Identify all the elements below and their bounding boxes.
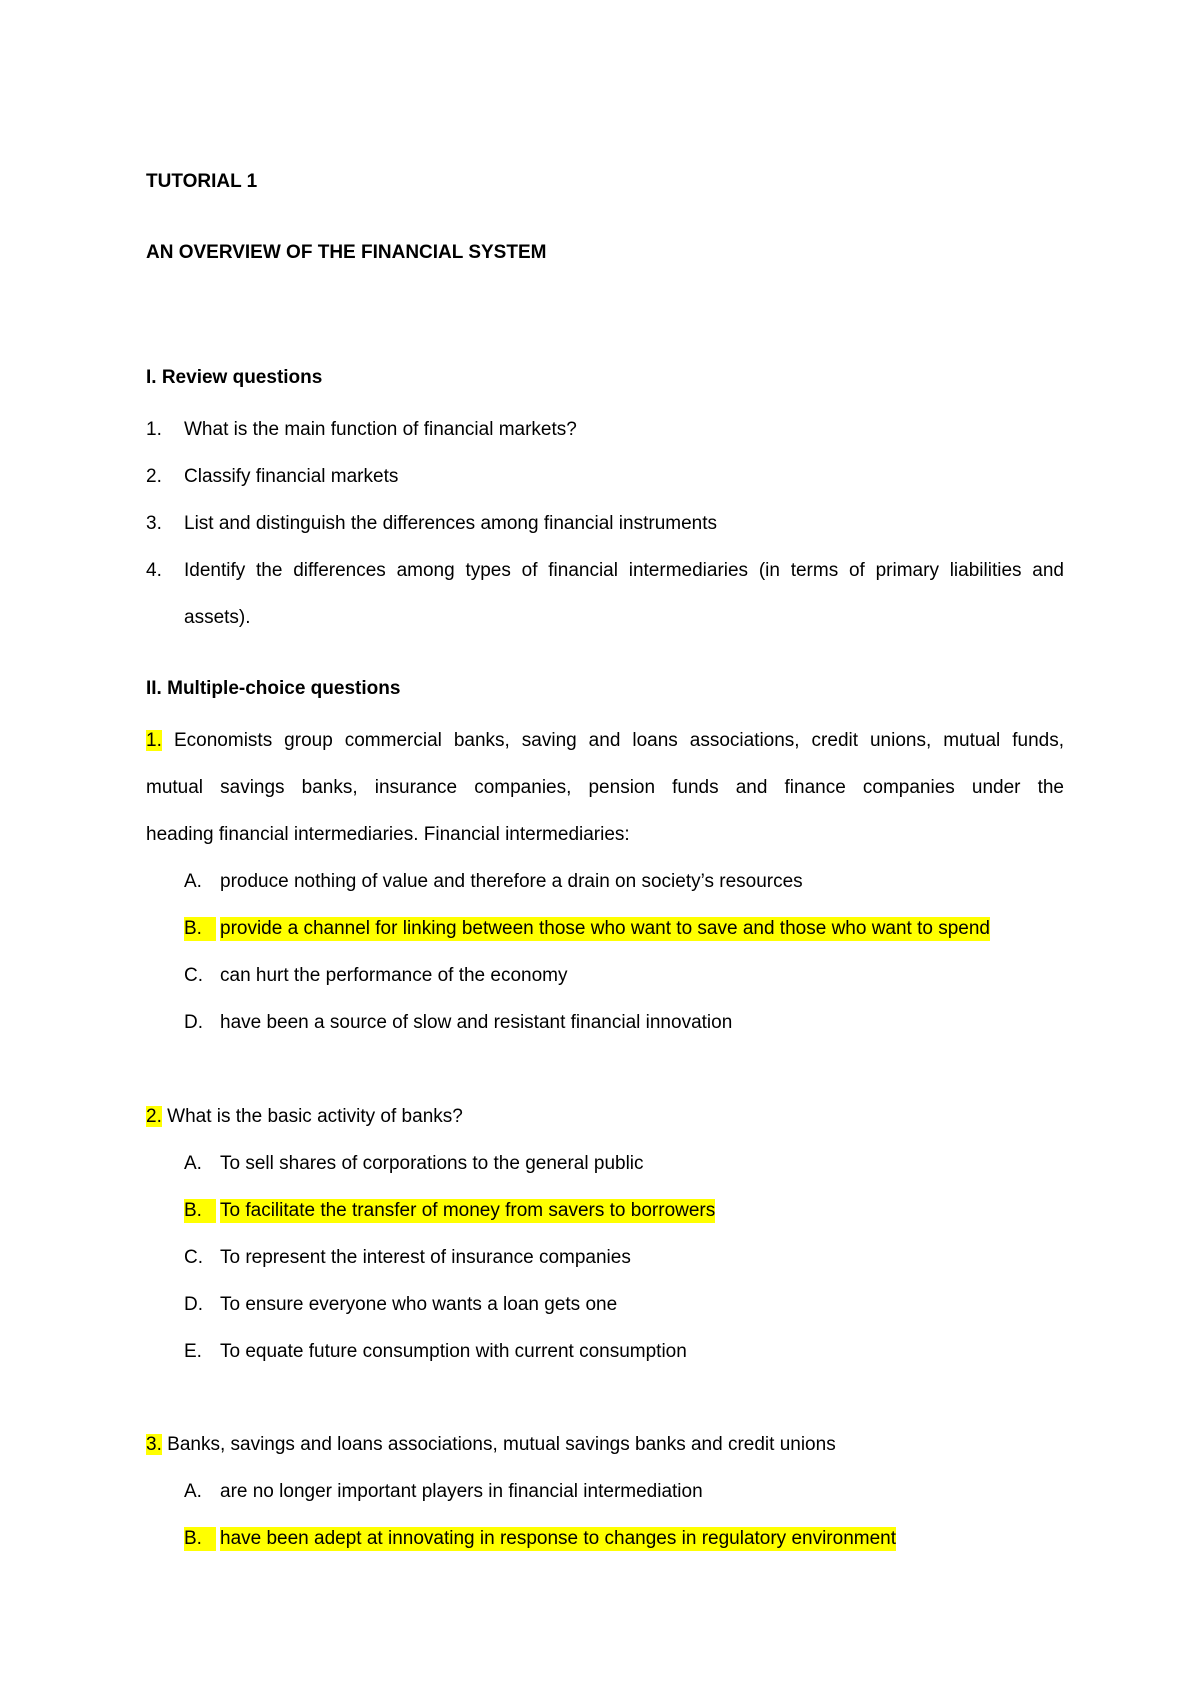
- question-text: Economists group commercial banks, saving and loans associations, credit unions, mutual funds,: [174, 730, 1064, 751]
- option-letter: B.: [184, 917, 216, 941]
- question-2: [146, 1105, 1064, 1129]
- question-number: 3.: [146, 1434, 162, 1455]
- review-item-number: 4.: [146, 560, 162, 581]
- option-text: To equate future consumption with current consumption: [220, 1341, 687, 1362]
- section-title-multiple-choice: II. Multiple-choice questions: [146, 678, 401, 699]
- review-item-text: Classify financial markets: [184, 466, 399, 487]
- question-text-continued: mutual savings banks, insurance companies, pension funds and finance companies under the: [146, 777, 1064, 798]
- question-number: 1.: [146, 730, 162, 751]
- option-text: provide a channel for linking between those who want to save and those who want to spend: [220, 918, 991, 939]
- option-text: have been a source of slow and resistant financial innovation: [220, 1012, 733, 1033]
- option-text: are no longer important players in financial intermediation: [220, 1481, 703, 1502]
- question-text: What is the basic activity of banks?: [167, 1106, 463, 1127]
- question-text: Banks, savings and loans associations, mutual savings banks and credit unions: [167, 1434, 836, 1455]
- option-text: can hurt the performance of the economy: [220, 965, 568, 986]
- option-letter: B.: [184, 1527, 216, 1551]
- option-letter: C.: [184, 965, 203, 986]
- option-text: To represent the interest of insurance companies: [220, 1247, 631, 1268]
- review-item-continuation: assets).: [184, 607, 251, 628]
- option-letter: C.: [184, 1247, 203, 1268]
- option-letter: A.: [184, 1481, 202, 1502]
- option-text: have been adept at innovating in response to changes in regulatory environment: [220, 1528, 897, 1549]
- review-item-text: What is the main function of financial markets?: [184, 419, 577, 440]
- review-item-text: List and distinguish the differences among financial instruments: [184, 513, 718, 534]
- question-1: [146, 729, 1064, 753]
- option-text: produce nothing of value and therefore a drain on society’s resources: [220, 871, 803, 892]
- option-letter: A.: [184, 871, 202, 892]
- option-text: To facilitate the transfer of money from savers to borrowers: [220, 1200, 716, 1221]
- question-3: [146, 1433, 1064, 1457]
- review-item-text: Identify the differences among types of financial intermediaries (in terms of primary liabilities and: [184, 560, 1064, 581]
- document-heading: AN OVERVIEW OF THE FINANCIAL SYSTEM: [146, 242, 547, 263]
- review-item-number: 3.: [146, 513, 162, 534]
- option-letter: B.: [184, 1199, 216, 1223]
- option-letter: D.: [184, 1012, 203, 1033]
- review-item-number: 1.: [146, 419, 162, 440]
- option-text: To ensure everyone who wants a loan gets one: [220, 1294, 618, 1315]
- option-letter: E.: [184, 1341, 202, 1362]
- question-text-continued: heading financial intermediaries. Financial intermediaries:: [146, 824, 630, 845]
- question-number: 2.: [146, 1106, 162, 1127]
- section-title-review: I. Review questions: [146, 367, 323, 388]
- option-letter: D.: [184, 1294, 203, 1315]
- review-item-number: 2.: [146, 466, 162, 487]
- tutorial-label: TUTORIAL 1: [146, 171, 258, 192]
- option-text: To sell shares of corporations to the general public: [220, 1153, 644, 1174]
- option-letter: A.: [184, 1153, 202, 1174]
